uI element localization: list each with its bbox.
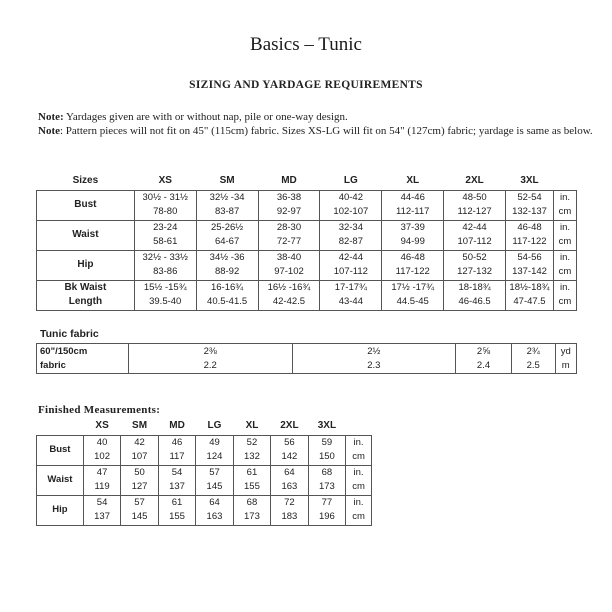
value-cm: 102-107 (333, 206, 369, 217)
value-in: 46-48 (517, 222, 542, 233)
unit-cell (553, 250, 576, 280)
value-cm: 137-142 (512, 266, 547, 277)
value-in: 16-16¾ (210, 282, 244, 293)
measure-cell (233, 465, 270, 495)
value-cm: 124 (206, 451, 223, 462)
size-cell (320, 190, 382, 220)
value-cm: 163 (281, 481, 298, 492)
value-in: 54 (96, 497, 108, 508)
value-in: 32-34 (338, 222, 363, 233)
unit-cm: cm (352, 481, 365, 492)
value-cm: 173 (318, 481, 335, 492)
value-cm: 88-92 (214, 266, 240, 277)
value-in: 40-42 (338, 192, 363, 203)
sizing-header-row (37, 172, 577, 190)
size-cell (382, 280, 444, 310)
sizing-row (37, 250, 577, 280)
fabric-yd: 2½ (367, 345, 381, 357)
value-in: 17-17¾ (334, 282, 367, 293)
value-cm: 83-87 (214, 206, 240, 217)
note-2 (38, 124, 598, 138)
unit-in: in. (353, 497, 364, 508)
value-cm: 107 (131, 451, 148, 462)
row-label: Bust (37, 190, 135, 220)
size-cell (382, 190, 444, 220)
value-cm: 94-99 (400, 236, 425, 247)
value-in: 52 (246, 437, 258, 448)
value-in: 54 (171, 467, 183, 478)
value-in: 37-39 (400, 222, 425, 233)
notes (38, 110, 598, 138)
value-cm: 145 (206, 481, 223, 492)
fabric-m: 2.4 (476, 359, 491, 371)
value-in: 46-48 (400, 252, 425, 263)
unit-cell (553, 190, 576, 220)
measure-cell (233, 495, 270, 525)
row-label-line: Bk Waist (64, 282, 107, 293)
value-cm: 183 (281, 511, 298, 522)
value-cm: 40.5-41.5 (207, 296, 248, 307)
size-cell (196, 250, 258, 280)
measure-cell (121, 495, 158, 525)
value-cm: 47-47.5 (513, 296, 546, 307)
value-cm: 92-97 (276, 206, 302, 217)
fabric-label (37, 344, 129, 374)
fabric-unit (555, 344, 576, 374)
fabric-m: 2.3 (367, 359, 381, 371)
size-cell (506, 190, 554, 220)
header-cell: SM (132, 420, 148, 432)
value-in: 30½ - 31½ (142, 192, 188, 203)
size-cell (320, 220, 382, 250)
unit-cell (346, 435, 372, 465)
value-cm: 117-122 (395, 266, 430, 277)
header-cell (37, 417, 84, 435)
value-cm: 137 (169, 481, 185, 492)
measure-cell (271, 435, 308, 465)
note-text: : Pattern pieces will not fit on 45" (115cm) fabric. Sizes XS-LG will fit on 54" (127cm) fabric; yardage is same as below. (60, 125, 593, 137)
value-cm: 102 (94, 451, 110, 462)
finished-row (37, 435, 372, 465)
unit-cell (553, 280, 576, 310)
size-cell (134, 190, 196, 220)
unit-cm: cm (352, 511, 365, 522)
row-label: Waist (37, 220, 135, 250)
measure-cell (121, 465, 158, 495)
measure-cell (158, 495, 195, 525)
value-cm: 145 (131, 511, 148, 522)
size-cell (258, 190, 320, 220)
value-cm: 64-67 (214, 236, 240, 247)
value-in: 28-30 (276, 222, 302, 233)
size-cell (196, 220, 258, 250)
value-cm: 163 (206, 511, 223, 522)
size-cell (382, 220, 444, 250)
note-label: Note: (38, 111, 64, 123)
value-cm: 58-61 (153, 236, 178, 247)
header-cell (346, 417, 372, 435)
unit-cm: cm (352, 451, 365, 462)
value-in: 42-44 (462, 222, 487, 233)
value-in: 68 (246, 497, 258, 508)
value-in: 46 (171, 437, 183, 448)
fabric-m: 2.5 (526, 359, 540, 371)
measure-cell (196, 465, 233, 495)
value-in: 54-56 (517, 252, 542, 263)
measure-cell (308, 435, 345, 465)
size-cell (320, 280, 382, 310)
unit-in: in. (559, 222, 571, 233)
unit-in: in. (353, 437, 364, 448)
value-cm: 82-87 (338, 236, 363, 247)
value-in: 77 (321, 497, 333, 508)
measure-cell (271, 495, 308, 525)
size-cell (506, 220, 554, 250)
value-in: 34½ -36 (209, 252, 245, 263)
value-cm: 117 (169, 451, 185, 462)
header-cell: SM (219, 175, 235, 187)
unit-in: in. (559, 252, 571, 263)
measure-cell (196, 435, 233, 465)
value-cm: 142 (281, 451, 298, 462)
value-cm: 117-122 (512, 236, 547, 247)
unit-cm: cm (558, 266, 572, 277)
value-cm: 43-44 (338, 296, 363, 307)
value-in: 36-38 (276, 192, 302, 203)
value-cm: 83-86 (153, 266, 178, 277)
value-cm: 78-80 (153, 206, 178, 217)
value-in: 18½-18¾ (509, 282, 550, 293)
measure-cell (196, 495, 233, 525)
unit-in: in. (559, 282, 571, 293)
measure-cell (121, 435, 158, 465)
size-cell (506, 280, 554, 310)
value-cm: 112-127 (457, 206, 492, 217)
unit-in: in. (559, 192, 571, 203)
value-cm: 173 (244, 511, 260, 522)
value-cm: 196 (318, 511, 335, 522)
value-cm: 107-112 (333, 266, 368, 277)
header-cell: 3XL (520, 175, 539, 187)
fabric-cell (511, 344, 555, 374)
value-in: 57 (209, 467, 220, 478)
size-cell (258, 220, 320, 250)
value-in: 56 (284, 437, 295, 448)
header-cell: LG (207, 420, 222, 432)
size-cell (444, 280, 506, 310)
finished-table (36, 417, 372, 526)
header-cell (553, 172, 576, 190)
value-cm: 150 (318, 451, 335, 462)
value-in: 32½ - 33½ (142, 252, 188, 263)
size-cell (134, 220, 196, 250)
value-in: 59 (321, 437, 333, 448)
value-cm: 46-46.5 (458, 296, 491, 307)
size-cell (134, 280, 196, 310)
header-cell: LG (343, 175, 358, 187)
measure-cell (83, 465, 120, 495)
row-label: Hip (37, 495, 84, 525)
measure-cell (308, 465, 345, 495)
measure-cell (158, 435, 195, 465)
value-in: 42 (134, 437, 145, 448)
value-cm: 112-117 (395, 206, 430, 217)
header-cell: MD (169, 420, 185, 432)
size-cell (258, 250, 320, 280)
value-cm: 127 (131, 481, 148, 492)
header-cell: XS (158, 175, 172, 187)
fabric-label-line: fabric (40, 359, 66, 371)
value-in: 15½ -15¾ (143, 282, 187, 293)
size-cell (444, 220, 506, 250)
value-cm: 39.5-40 (149, 296, 182, 307)
value-in: 47 (96, 467, 108, 478)
size-cell (134, 250, 196, 280)
row-label: Bust (37, 435, 84, 465)
row-label (37, 280, 135, 310)
value-in: 68 (321, 467, 333, 478)
value-in: 50-52 (462, 252, 487, 263)
header-cell: XL (406, 175, 420, 187)
fabric-yd: 2¾ (526, 345, 540, 357)
header-cell: XL (245, 420, 259, 432)
measure-cell (158, 465, 195, 495)
value-cm: 97-102 (274, 266, 304, 277)
sizing-row (37, 190, 577, 220)
value-cm: 137 (94, 511, 110, 522)
value-in: 57 (134, 497, 145, 508)
fabric-heading: Tunic fabric (40, 328, 99, 340)
unit-cell (553, 220, 576, 250)
value-cm: 44.5-45 (396, 296, 429, 307)
section-subtitle: SIZING AND YARDAGE REQUIREMENTS (189, 79, 423, 91)
unit-cm: cm (558, 236, 572, 247)
value-in: 64 (209, 497, 220, 508)
size-cell (506, 250, 554, 280)
measure-cell (271, 465, 308, 495)
value-cm: 119 (94, 481, 110, 492)
value-cm: 155 (244, 481, 260, 492)
size-cell (382, 250, 444, 280)
size-cell (196, 280, 258, 310)
fabric-row (37, 344, 577, 374)
header-cell: Sizes (72, 175, 99, 187)
value-in: 18-18¾ (458, 282, 491, 293)
header-cell: XS (95, 420, 109, 432)
size-cell (444, 190, 506, 220)
row-label: Waist (37, 465, 84, 495)
value-in: 61 (246, 467, 258, 478)
value-in: 42-44 (338, 252, 363, 263)
value-in: 49 (209, 437, 220, 448)
unit-in: in. (353, 467, 364, 478)
value-in: 25-26½ (210, 222, 244, 233)
value-cm: 42-42.5 (272, 296, 306, 307)
sizing-table (36, 172, 577, 311)
unit-cm: cm (558, 296, 572, 307)
size-cell (444, 250, 506, 280)
measure-cell (83, 495, 120, 525)
fabric-cell (128, 344, 292, 374)
note-1 (38, 110, 598, 124)
row-label-line: Length (68, 296, 103, 307)
value-in: 64 (284, 467, 295, 478)
measure-cell (308, 495, 345, 525)
measure-cell (83, 435, 120, 465)
value-in: 40 (96, 437, 108, 448)
fabric-yd: 2⅝ (476, 345, 491, 357)
unit-yd: yd (560, 345, 571, 357)
value-cm: 132 (244, 451, 260, 462)
header-cell: 2XL (280, 420, 299, 432)
value-in: 44-46 (400, 192, 425, 203)
value-in: 17½ -17¾ (391, 282, 435, 293)
measure-cell (233, 435, 270, 465)
unit-cell (346, 495, 372, 525)
value-in: 72 (284, 497, 295, 508)
value-in: 23-24 (153, 222, 178, 233)
fabric-cell (456, 344, 512, 374)
finished-row (37, 465, 372, 495)
fabric-table (36, 343, 577, 374)
value-in: 61 (171, 497, 183, 508)
value-cm: 72-77 (276, 236, 302, 247)
value-cm: 155 (169, 511, 185, 522)
note-label: Note (38, 125, 60, 137)
header-cell: 2XL (465, 175, 484, 187)
unit-cell (346, 465, 372, 495)
fabric-m: 2.2 (203, 359, 217, 371)
sizing-row (37, 280, 577, 310)
row-label: Hip (37, 250, 135, 280)
fabric-yd: 2⅜ (203, 345, 217, 357)
size-cell (196, 190, 258, 220)
size-cell (320, 250, 382, 280)
fabric-cell (292, 344, 456, 374)
finished-header-row (37, 417, 372, 435)
fabric-label-line: 60"/150cm (40, 345, 88, 357)
unit-m: m (561, 359, 570, 371)
value-cm: 132-137 (512, 206, 547, 217)
value-cm: 127-132 (457, 266, 493, 277)
value-cm: 107-112 (457, 236, 492, 247)
header-cell: MD (281, 175, 297, 187)
value-in: 50 (134, 467, 145, 478)
sizing-row (37, 220, 577, 250)
finished-row (37, 495, 372, 525)
size-cell (258, 280, 320, 310)
finished-heading: Finished Measurements: (38, 404, 161, 416)
value-in: 16½ -16¾ (267, 282, 311, 293)
unit-cm: cm (558, 206, 572, 217)
value-in: 32½ -34 (209, 192, 245, 203)
header-cell: 3XL (317, 420, 337, 432)
value-in: 52-54 (517, 192, 542, 203)
value-in: 48-50 (462, 192, 487, 203)
note-text: Yardages given are with or without nap, pile or one-way design. (63, 111, 348, 123)
page-title: Basics – Tunic (250, 34, 362, 55)
value-in: 38-40 (276, 252, 302, 263)
